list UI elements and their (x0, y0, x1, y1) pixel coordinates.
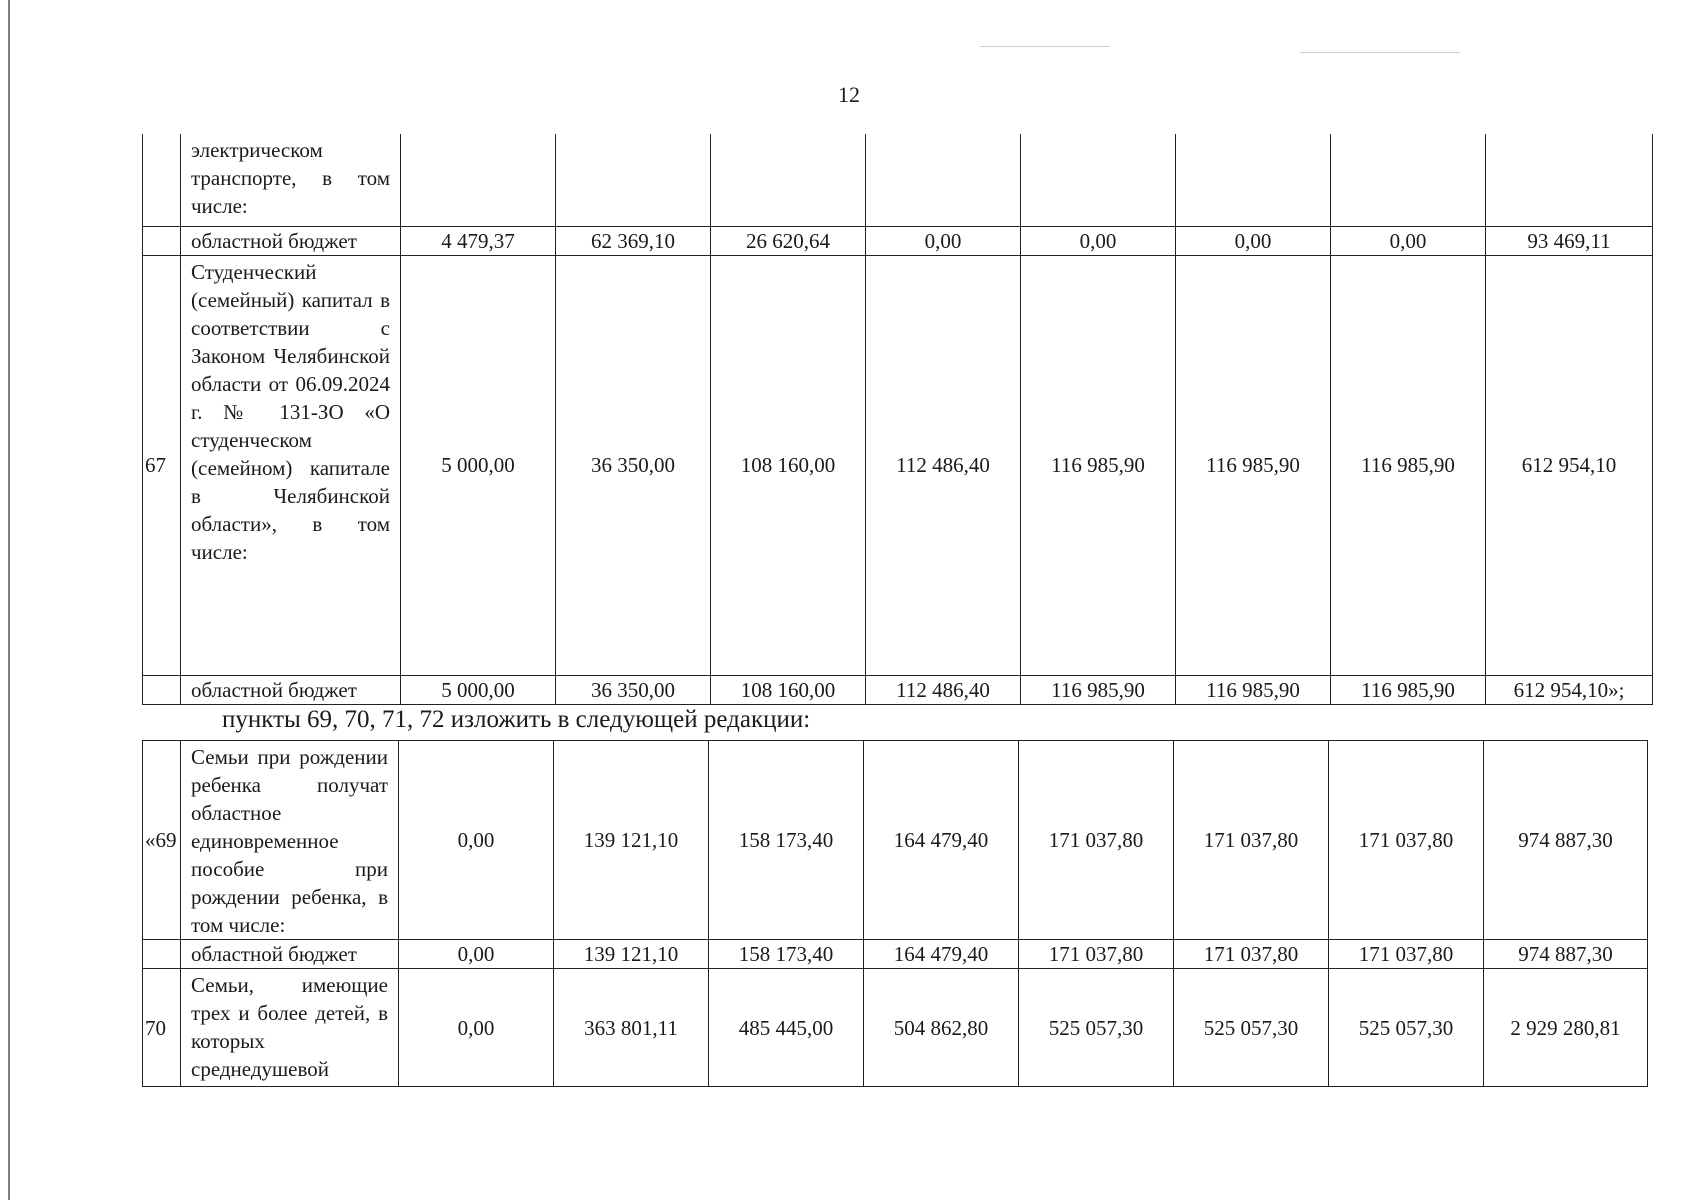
value-cell: 485 445,00 (709, 969, 864, 1087)
value-cell: 116 985,90 (1176, 675, 1331, 704)
value-cell: 116 985,90 (1021, 675, 1176, 704)
value-cell: 171 037,80 (1174, 940, 1329, 969)
table-row (143, 969, 1648, 1087)
value-cell: 116 985,90 (1331, 675, 1486, 704)
table-row (143, 940, 1648, 969)
value-cell: 0,00 (1021, 226, 1176, 255)
value-cell (401, 134, 556, 226)
item-description: Семьи при рождении ребенка получат областное единовременное пособие при рождении ребенка, в том числе: (181, 741, 399, 940)
value-cell (1021, 134, 1176, 226)
table-row (143, 255, 1653, 675)
index-cell (143, 226, 181, 255)
value-cell: 974 887,30 (1484, 940, 1648, 969)
item-index: «69 (143, 741, 181, 940)
value-cell: 36 350,00 (556, 255, 711, 675)
value-cell: 158 173,40 (709, 741, 864, 940)
item-description: Студенческий (семейный) капитал в соответствии с Законом Челябинской области от 06.09.2024 г. № 131-ЗО «О студенческом (семейном) капитале в Челябинской области», в том числе: (181, 255, 401, 675)
value-cell: 171 037,80 (1019, 940, 1174, 969)
value-cell: 363 801,11 (554, 969, 709, 1087)
value-cell: 26 620,64 (711, 226, 866, 255)
value-cell (711, 134, 866, 226)
value-cell: 0,00 (399, 741, 554, 940)
item-index: 70 (143, 969, 181, 1087)
table-row (143, 675, 1653, 704)
value-cell: 62 369,10 (556, 226, 711, 255)
page-number: 12 (838, 82, 860, 107)
value-cell: 116 985,90 (1331, 255, 1486, 675)
value-cell: 0,00 (1331, 226, 1486, 255)
budget-source-label: областной бюджет (181, 940, 399, 969)
value-cell: 164 479,40 (864, 741, 1019, 940)
index-cell (143, 940, 181, 969)
value-cell (1331, 134, 1486, 226)
item-index: 67 (143, 255, 181, 675)
value-cell: 0,00 (399, 940, 554, 969)
value-cell: 171 037,80 (1019, 741, 1174, 940)
scan-noise (980, 46, 1110, 47)
value-cell (556, 134, 711, 226)
budget-table-top (142, 134, 1653, 705)
value-cell: 139 121,10 (554, 940, 709, 969)
amendment-notice: пункты 69, 70, 71, 72 изложить в следующей редакции: (222, 706, 811, 733)
value-cell (866, 134, 1021, 226)
value-cell: 112 486,40 (866, 255, 1021, 675)
value-cell: 158 173,40 (709, 940, 864, 969)
value-cell: 4 479,37 (401, 226, 556, 255)
value-cell: 171 037,80 (1329, 741, 1484, 940)
table-row (143, 134, 1653, 226)
item-description: электрическом транспорте, в том числе: (181, 134, 401, 226)
value-cell: 112 486,40 (866, 675, 1021, 704)
value-cell: 612 954,10 (1486, 255, 1653, 675)
value-cell: 612 954,10»; (1486, 675, 1653, 704)
value-cell: 116 985,90 (1176, 255, 1331, 675)
value-cell (1486, 134, 1653, 226)
value-cell: 36 350,00 (556, 675, 711, 704)
index-cell (143, 134, 181, 226)
table-row (143, 226, 1653, 255)
value-cell: 0,00 (399, 969, 554, 1087)
value-cell: 5 000,00 (401, 675, 556, 704)
value-cell: 974 887,30 (1484, 741, 1648, 940)
table-row (143, 741, 1648, 940)
value-cell: 171 037,80 (1174, 741, 1329, 940)
index-cell (143, 675, 181, 704)
value-cell (1176, 134, 1331, 226)
value-cell: 504 862,80 (864, 969, 1019, 1087)
value-cell: 116 985,90 (1021, 255, 1176, 675)
value-cell: 0,00 (1176, 226, 1331, 255)
value-cell: 108 160,00 (711, 255, 866, 675)
value-cell: 164 479,40 (864, 940, 1019, 969)
value-cell: 5 000,00 (401, 255, 556, 675)
value-cell: 525 057,30 (1019, 969, 1174, 1087)
scan-noise (1300, 52, 1460, 53)
value-cell: 525 057,30 (1174, 969, 1329, 1087)
value-cell: 171 037,80 (1329, 940, 1484, 969)
budget-source-label: областной бюджет (181, 675, 401, 704)
scan-left-edge (8, 0, 10, 1200)
value-cell: 525 057,30 (1329, 969, 1484, 1087)
value-cell: 93 469,11 (1486, 226, 1653, 255)
value-cell: 139 121,10 (554, 741, 709, 940)
value-cell: 2 929 280,81 (1484, 969, 1648, 1087)
value-cell: 0,00 (866, 226, 1021, 255)
value-cell: 108 160,00 (711, 675, 866, 704)
budget-source-label: областной бюджет (181, 226, 401, 255)
item-description: Семьи, имеющие трех и более детей, в которых среднедушевой (181, 969, 399, 1087)
budget-table-bottom (142, 740, 1648, 1087)
